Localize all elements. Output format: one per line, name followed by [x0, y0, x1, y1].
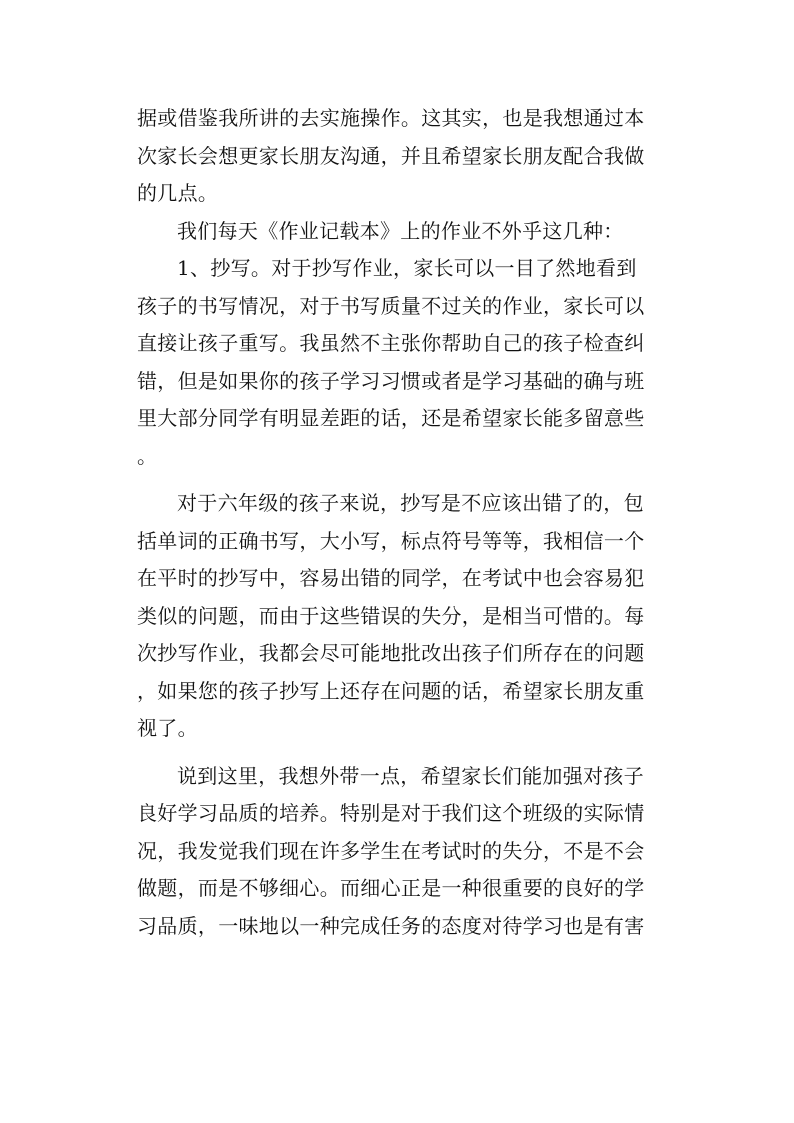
text-line: 在平时的抄写中，容易出错的同学，在考试中也会容易犯 — [137, 566, 645, 590]
text-line: 类似的问题，而由于这些错误的失分，是相当可惜的。每 — [137, 603, 645, 628]
text-line: 孩子的书写情况，对于书写质量不过关的作业，家长可以 — [137, 293, 645, 318]
text-line: 直接让孩子重写。我虽然不主张你帮助自己的孩子检查纠 — [137, 331, 645, 355]
document-body — [137, 100, 657, 945]
text-line: 次家长会想更家长朋友沟通，并且希望家长朋友配合我做 — [137, 143, 645, 168]
text-line: 说到这里，我想外带一点，希望家长们能加强对孩子 — [177, 763, 644, 788]
text-line: 做题，而是不够细心。而细心正是一种很重要的良好的学 — [137, 876, 645, 900]
text-line: 1、抄写。对于抄写作业，家长可以一目了然地看到 — [177, 256, 637, 280]
text-line: 。 — [137, 443, 158, 468]
paragraph — [137, 758, 657, 946]
text-line: 括单词的正确书写，大小写，标点符号等等，我相信一个 — [137, 528, 645, 553]
paragraph-spacer — [137, 475, 657, 485]
paragraph — [137, 485, 657, 748]
paragraph — [137, 213, 657, 251]
text-line: 视了。 — [137, 716, 198, 740]
text-line: 况，我发觉我们现在许多学生在考试时的失分，不是不会 — [137, 838, 645, 863]
text-line: 习品质，一味地以一种完成任务的态度对待学习也是有害 — [137, 913, 645, 938]
paragraph — [137, 100, 657, 213]
text-line: 错，但是如果你的孩子学习习惯或者是学习基础的确与班 — [137, 368, 645, 393]
text-line: 据或借鉴我所讲的去实施操作。这其实，也是我想通过本 — [137, 106, 645, 130]
text-line: 的几点。 — [137, 181, 219, 205]
text-line: ，如果您的孩子抄写上还存在问题的话，希望家长朋友重 — [137, 678, 645, 703]
text-line: 我们每天《作业记载本》上的作业不外乎这几种： — [177, 218, 624, 243]
text-line: 良好学习品质的培养。特别是对于我们这个班级的实际情 — [137, 801, 645, 825]
text-line: 里大部分同学有明显差距的话，还是希望家长能多留意些 — [137, 406, 645, 430]
text-line: 对于六年级的孩子来说，抄写是不应该出错了的，包 — [177, 491, 644, 515]
paragraph — [137, 250, 657, 475]
paragraph-spacer — [137, 748, 657, 758]
text-line: 次抄写作业，我都会尽可能地批改出孩子们所存在的问题 — [137, 641, 645, 665]
